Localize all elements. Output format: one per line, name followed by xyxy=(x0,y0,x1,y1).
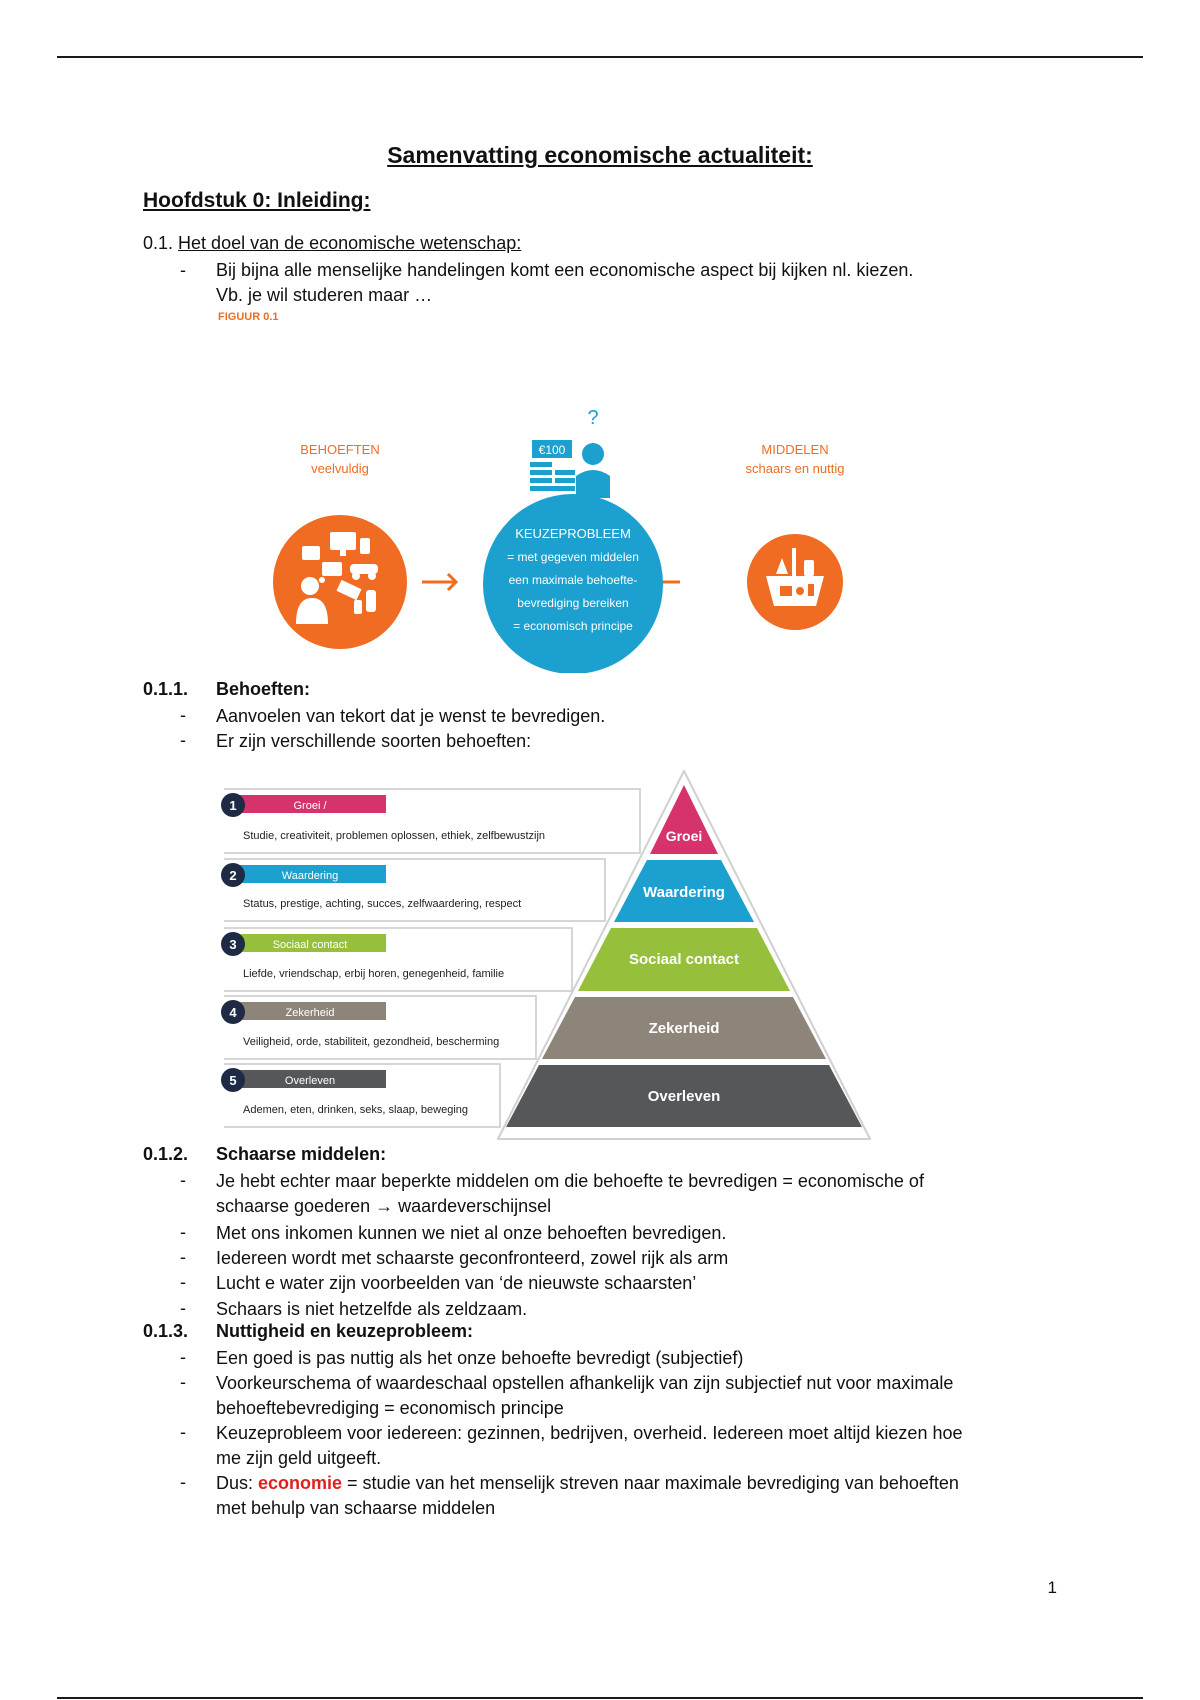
s011-number: 0.1.1. xyxy=(143,679,189,699)
s011-bullet-1: Aanvoelen van tekort dat je wenst te bevredigen. xyxy=(216,706,606,726)
center-line-3: een maximale behoefte- xyxy=(508,573,638,587)
level-desc-2: Status, prestige, achting, succes, zelfwaardering, respect xyxy=(243,898,522,910)
page-title: Samenvatting economische actualiteit: xyxy=(387,142,813,168)
level-desc-3: Liefde, vriendschap, erbij horen, genegenheid, familie xyxy=(243,968,505,980)
s013-bullet-3-line-2: me zijn geld uitgeeft. xyxy=(216,1448,382,1468)
level-panel-1 xyxy=(221,789,640,853)
money-label: €100 xyxy=(538,443,566,457)
page-number: 1 xyxy=(1047,1578,1057,1597)
right-sub: schaars en nuttig xyxy=(745,461,845,476)
right-title: MIDDELEN xyxy=(761,442,829,457)
level-desc-4: Veiligheid, orde, stabiliteit, gezondheid, bescherming xyxy=(243,1036,500,1048)
level-number-5: 5 xyxy=(229,1073,237,1088)
level-desc-1: Studie, creativiteit, problemen oplossen, ethiek, zelfbewustzijn xyxy=(243,830,546,842)
s012-bullet-1-line-2: schaarse goederen → waardeverschijnsel xyxy=(216,1196,552,1216)
bullet-dash: - xyxy=(180,1298,186,1318)
level-number-2: 2 xyxy=(229,868,237,883)
chapter-heading: Hoofdstuk 0: Inleiding: xyxy=(143,189,371,212)
bottom-rule xyxy=(57,1697,1143,1699)
figure-economic-choice xyxy=(210,308,850,673)
level-label-1: Groei / xyxy=(293,800,327,812)
intro-bullet xyxy=(216,258,913,308)
needs-pyramid-figure xyxy=(210,765,880,1145)
s013-bullet-4-line-1 xyxy=(216,1471,959,1496)
level-number-3: 3 xyxy=(229,937,237,952)
left-title: BEHOEFTEN xyxy=(300,442,380,457)
s011-title: Behoeften: xyxy=(216,679,310,699)
bullet-dash: - xyxy=(180,730,186,750)
s012-bullet-2: Met ons inkomen kunnen we niet al onze behoeften bevredigen. xyxy=(216,1223,727,1243)
pyramid-label-1: Groei xyxy=(665,828,703,844)
level-number-1: 1 xyxy=(229,798,237,813)
s012-bullet-1 xyxy=(216,1169,924,1219)
center-line-4: bevrediging bereiken xyxy=(517,596,629,610)
s012-bullet-1-line-1: Je hebt echter maar beperkte middelen om die behoefte te bevredigen = economische of xyxy=(216,1171,924,1191)
bullet-dash: - xyxy=(180,1372,186,1392)
definition-text: = studie van het menselijk streven naar maximale bevrediging van behoeften xyxy=(342,1473,959,1493)
s013-bullet-3 xyxy=(216,1421,962,1471)
economie-term: economie xyxy=(258,1473,343,1493)
level-desc-5: Ademen, eten, drinken, seks, slaap, beweging xyxy=(243,1104,469,1116)
s013-bullet-4-line-2: met behulp van schaarse middelen xyxy=(216,1498,496,1518)
s013-bullet-1: Een goed is pas nuttig als het onze behoefte bevredigt (subjectief) xyxy=(216,1348,744,1368)
s012-title: Schaarse middelen: xyxy=(216,1144,387,1164)
left-sub: veelvuldig xyxy=(311,461,369,476)
s013-title: Nuttigheid en keuzeprobleem: xyxy=(216,1321,474,1341)
s013-bullet-2-line-2: behoeftebevrediging = economisch principe xyxy=(216,1398,564,1418)
bullet-dash: - xyxy=(180,1272,186,1292)
level-panel-3 xyxy=(221,928,572,991)
pyramid-label-5: Overleven xyxy=(647,1088,721,1105)
s012-bullet-5: Schaars is niet hetzelfde als zeldzaam. xyxy=(216,1299,528,1319)
level-panel-2 xyxy=(221,859,605,921)
section-number: 0.1. xyxy=(143,233,174,253)
figure-label: FIGUUR 0.1 xyxy=(218,311,279,323)
top-rule xyxy=(57,56,1143,58)
question-mark: ? xyxy=(587,407,599,429)
intro-line-2: Vb. je wil studeren maar … xyxy=(216,285,433,305)
bullet-dash: - xyxy=(180,1222,186,1242)
s013-bullet-2-line-1: Voorkeurschema of waardeschaal opstellen afhankelijk van zijn subjectief nut voor maximale xyxy=(216,1373,954,1393)
bullet-dash: - xyxy=(180,1170,186,1190)
bullet-dash: - xyxy=(180,1472,186,1492)
section-title: Het doel van de economische wetenschap: xyxy=(178,233,522,253)
center-line-5: = economisch principe xyxy=(513,619,633,633)
s013-bullet-2 xyxy=(216,1371,953,1421)
s013-bullet-3-line-1: Keuzeprobleem voor iedereen: gezinnen, bedrijven, overheid. Iedereen moet altijd kiezen hoe xyxy=(216,1423,963,1443)
s011-bullet-2: Er zijn verschillende soorten behoeften: xyxy=(216,731,532,751)
section-heading xyxy=(143,233,521,254)
bullet-dash: - xyxy=(180,260,186,280)
s012-bullet-3: Iedereen wordt met schaarste geconfronteerd, zowel rijk als arm xyxy=(216,1248,729,1268)
bullet-dash: - xyxy=(180,1347,186,1367)
bullet-dash: - xyxy=(180,705,186,725)
level-panel-5 xyxy=(221,1064,500,1127)
bullet-dash: - xyxy=(180,1247,186,1267)
level-label-3: Sociaal contact xyxy=(272,939,348,951)
level-number-4: 4 xyxy=(229,1005,237,1020)
intro-line-1: Bij bijna alle menselijke handelingen komt een economische aspect bij kijken nl. kiezen. xyxy=(216,260,914,280)
center-line-2: = met gegeven middelen xyxy=(507,550,639,564)
arrow-right-icon xyxy=(422,574,456,590)
level-panel-4 xyxy=(221,996,536,1059)
level-label-4: Zekerheid xyxy=(285,1007,335,1019)
level-label-2: Waardering xyxy=(281,870,339,882)
bullet-dash: - xyxy=(180,1422,186,1442)
pyramid-label-4: Zekerheid xyxy=(648,1020,720,1037)
level-label-5: Overleven xyxy=(284,1075,336,1087)
person-money-icon xyxy=(530,440,610,498)
s013-bullet-4 xyxy=(216,1471,959,1521)
center-line-1: KEUZEPROBLEEM xyxy=(515,526,631,541)
s013-number: 0.1.3. xyxy=(143,1321,189,1341)
s012-bullet-4: Lucht e water zijn voorbeelden van ‘de nieuwste schaarsten’ xyxy=(216,1273,697,1293)
pyramid-label-2: Waardering xyxy=(643,884,725,901)
s012-number: 0.1.2. xyxy=(143,1144,189,1164)
dus-prefix: Dus: xyxy=(216,1473,259,1493)
pyramid-label-3: Sociaal contact xyxy=(628,951,740,968)
